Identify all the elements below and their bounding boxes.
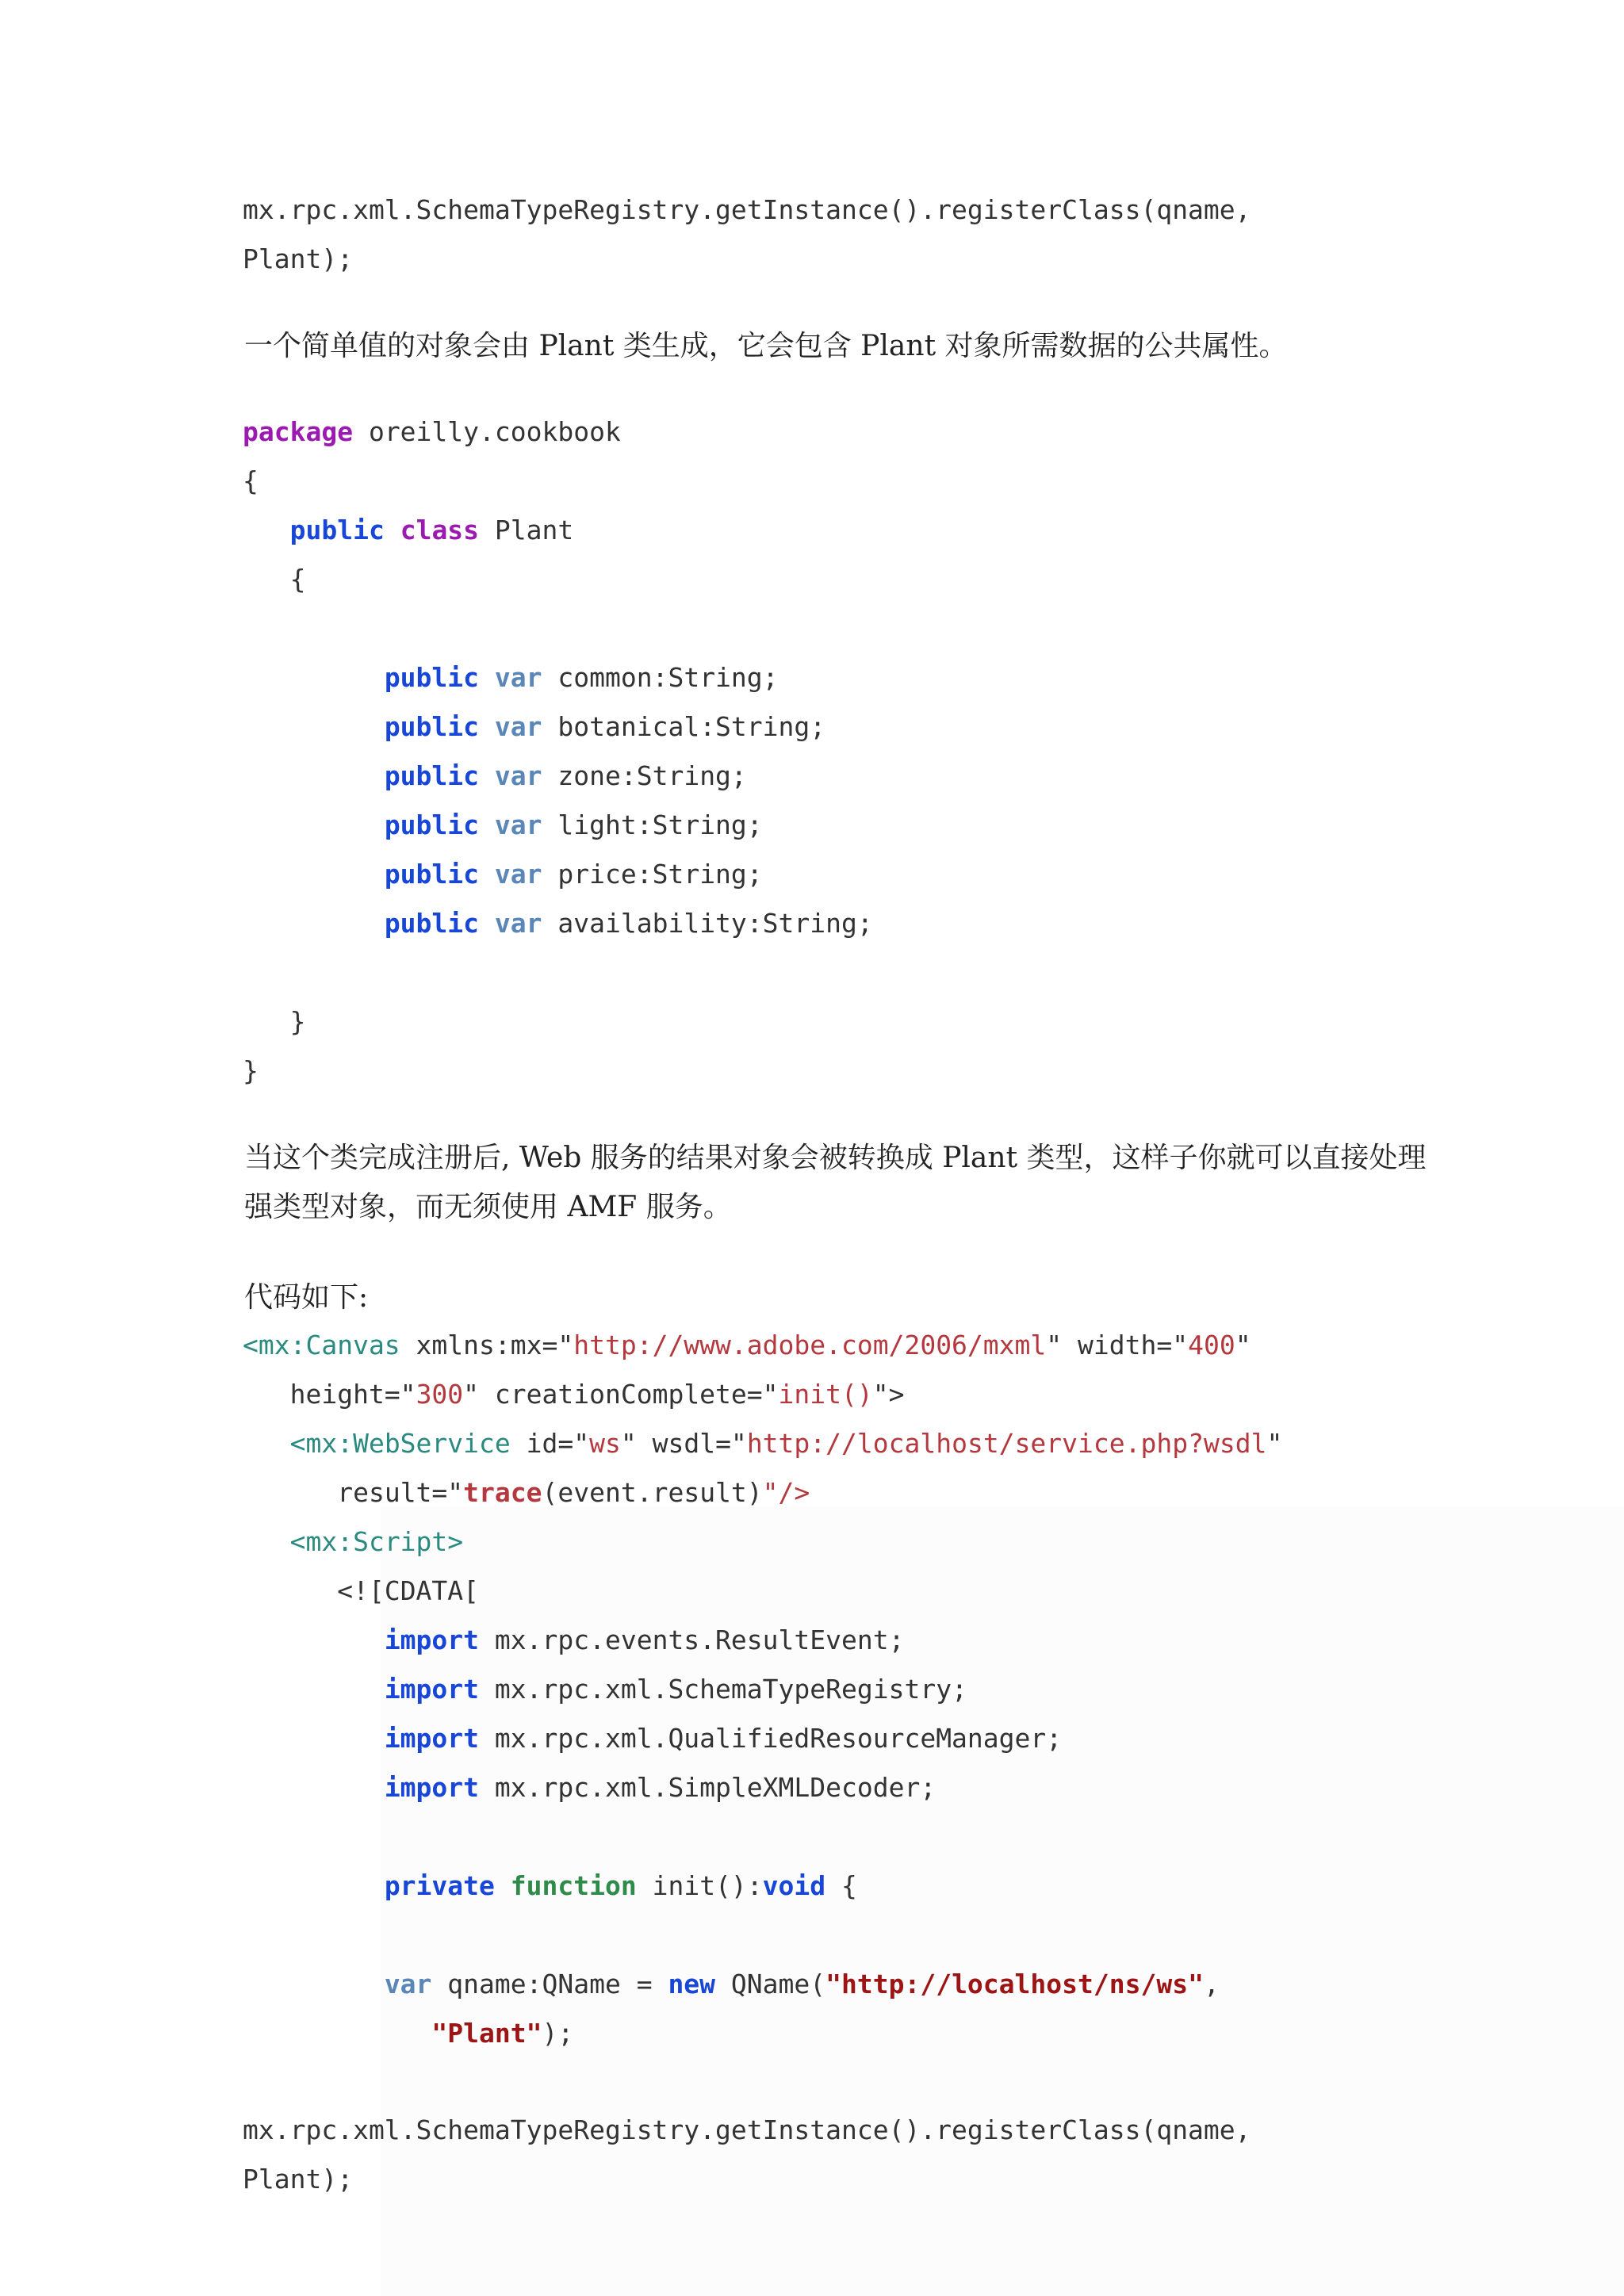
field-botanical: botanical:String;	[542, 711, 826, 742]
package-name: oreilly.cookbook	[353, 416, 621, 447]
tag-canvas-open: <mx:Canvas	[243, 1330, 400, 1360]
mxml-code	[243, 1321, 1282, 2058]
keyword-function: function	[510, 1870, 637, 1901]
attr-value: http://www.adobe.com/2006/mxml	[573, 1330, 1047, 1360]
attr: " width="	[1046, 1330, 1189, 1360]
keyword-import: import	[384, 1723, 480, 1754]
keyword-new: new	[668, 1969, 716, 1999]
field-availability: availability:String;	[542, 908, 873, 939]
code-line: mx.rpc.xml.SchemaTypeRegistry.getInstance().registerClass(qname,	[243, 2114, 1251, 2145]
field-common: common:String;	[542, 662, 779, 693]
attr-end: "	[1235, 1330, 1251, 1360]
keyword-public: public	[384, 859, 480, 890]
trace-call: trace	[463, 1477, 542, 1508]
attr-end: ">	[872, 1379, 905, 1410]
keyword-var: var	[494, 711, 542, 742]
tag-script: <mx:Script>	[289, 1526, 464, 1557]
attr: id="	[510, 1428, 590, 1459]
qname-namespace-string: "http://localhost/ns/ws"	[825, 1969, 1204, 1999]
import-path: mx.rpc.xml.SimpleXMLDecoder;	[479, 1772, 936, 1803]
keyword-class: class	[400, 515, 480, 545]
field-price: price:String;	[542, 859, 763, 890]
tag-webservice: <mx:WebService	[289, 1428, 511, 1459]
import-path: mx.rpc.xml.QualifiedResourceManager;	[479, 1723, 1063, 1754]
function-signature: init():	[636, 1870, 763, 1901]
keyword-import: import	[384, 1674, 480, 1705]
paragraph-line: 强类型对象，而无须使用 AMF 服务。	[244, 1191, 732, 1223]
attr: " creationComplete="	[463, 1379, 779, 1410]
statement-end: );	[542, 2018, 574, 2049]
register-class-code-bottom	[243, 2106, 1251, 2204]
attr-value: (event.result)	[542, 1477, 763, 1508]
qname-declaration: qname:QName =	[431, 1969, 668, 1999]
keyword-void: void	[762, 1870, 826, 1901]
inner-open-brace: {	[289, 564, 306, 595]
keyword-public: public	[289, 515, 385, 545]
keyword-import: import	[384, 1624, 480, 1655]
attr-end: "/>	[762, 1477, 810, 1508]
keyword-var: var	[494, 662, 542, 693]
plant-class-code	[243, 408, 873, 1096]
keyword-public: public	[384, 711, 480, 742]
attr: " wsdl="	[620, 1428, 747, 1459]
attr-value: 300	[416, 1379, 464, 1410]
keyword-var: var	[494, 760, 542, 791]
attr: result="	[337, 1477, 464, 1508]
keyword-package: package	[243, 416, 354, 447]
keyword-var: var	[494, 908, 542, 939]
attr-value: 400	[1188, 1330, 1235, 1360]
qname-constructor: QName(	[715, 1969, 826, 1999]
paragraph-plant-description: 一个简单值的对象会由 Plant 类生成，它会包含 Plant 对象所需数据的公共属性。	[244, 330, 1288, 362]
import-path: mx.rpc.xml.SchemaTypeRegistry;	[479, 1674, 967, 1705]
import-path: mx.rpc.events.ResultEvent;	[479, 1624, 905, 1655]
attr-value: http://localhost/service.php?wsdl	[746, 1428, 1267, 1459]
function-brace: {	[825, 1870, 857, 1901]
attr-end: "	[1266, 1428, 1283, 1459]
inner-close-brace: }	[289, 1006, 306, 1037]
attr-value: init()	[778, 1379, 873, 1410]
keyword-public: public	[384, 662, 480, 693]
close-brace: }	[243, 1055, 259, 1086]
code-line: mx.rpc.xml.SchemaTypeRegistry.getInstance().registerClass(qname,	[243, 194, 1251, 225]
attr: xmlns:mx="	[400, 1330, 574, 1360]
qname-local-string: "Plant"	[431, 2018, 542, 2049]
comma: ,	[1203, 1969, 1220, 1999]
paragraph-registration-result	[244, 1134, 1427, 1232]
code-line: Plant);	[243, 2164, 354, 2195]
keyword-public: public	[384, 809, 480, 840]
keyword-public: public	[384, 908, 480, 939]
keyword-var: var	[494, 859, 542, 890]
keyword-var: var	[494, 809, 542, 840]
field-zone: zone:String;	[542, 760, 747, 791]
keyword-var: var	[384, 1969, 432, 1999]
class-name: Plant	[479, 515, 574, 545]
attr: height="	[289, 1379, 416, 1410]
cdata-open: <![CDATA[	[337, 1575, 480, 1606]
field-light: light:String;	[542, 809, 763, 840]
keyword-public: public	[384, 760, 480, 791]
open-brace: {	[243, 465, 259, 496]
paragraph-code-intro: 代码如下:	[244, 1281, 369, 1314]
register-class-code-top	[243, 186, 1251, 284]
keyword-private: private	[384, 1870, 495, 1901]
code-line: Plant);	[243, 243, 354, 274]
keyword-import: import	[384, 1772, 480, 1803]
attr-value: ws	[589, 1428, 621, 1459]
paragraph-line: 当这个类完成注册后, Web 服务的结果对象会被转换成 Plant 类型，这样子你就可以直接处理	[244, 1142, 1427, 1174]
